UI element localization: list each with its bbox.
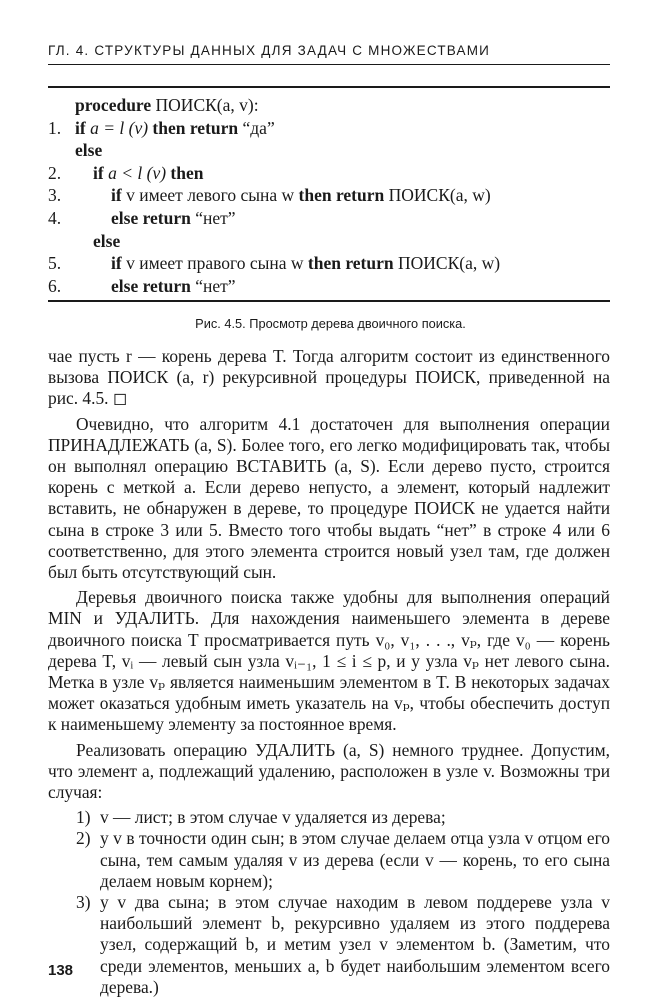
paragraph: чае пусть r — корень дерева T. Тогда алгоритм состоит из единственного вызова ПОИСК (a, r) рекурсивной процедуры ПОИСК, приведенной на рис. 4.5. ◻ [48,346,610,409]
keyword: then return [298,185,385,206]
keyword: then [170,162,204,183]
list-item-text: у v в точности один сын; в этом случае делаем отца узла v отцом его сына, тем самым удаляя v из дерева (если v — корень, то его сына делаем новым корнем); [100,828,610,891]
cases-list [48,807,610,998]
keyword: else return [111,207,191,228]
list-item-text: у v два сына; в этом случае находим в левом поддереве узла v наибольший элемент b, рекурсивно удаляем из этого поддерева узел, содержащий b, и метим узел v элементом b. (Заметим, что среди элементов, меньших a, b будет наибольшим элементом всего дерева.) [100,892,610,997]
list-item-number: 2) [76,828,91,849]
line-number: 1. [48,117,62,138]
code-condition: a < l (v) [103,162,171,183]
code-line-3 [48,184,613,207]
list-item [48,892,610,998]
page-number: 138 [48,962,74,979]
list-item-number: 1) [76,807,91,828]
keyword: procedure [75,95,152,115]
list-item [48,807,610,828]
keyword: else [75,140,103,161]
code-text: “нет” [190,275,236,296]
figure-caption: Рис. 4.5. Просмотр дерева двоичного поиска. [195,316,466,331]
code-line-4 [48,207,613,230]
keyword: if [93,162,104,183]
code-text: “да” [238,117,275,138]
code-text: v имеет правого сына w [121,253,308,274]
code-line-else-2 [48,230,613,253]
body-text [48,346,610,998]
code-line-else-1 [48,139,613,162]
code-line-6 [48,275,613,298]
keyword: else [93,230,121,251]
keyword: if [111,253,122,274]
code-text: v имеет левого сына w [121,185,299,206]
paragraph: Очевидно, что алгоритм 4.1 достаточен для выполнения операции ПРИНАДЛЕЖАТЬ (a, S). Более того, его легко модифицировать так, чтобы он выполнял операцию ВСТАВИТЬ (a, S). Если дерево пусто, строится корень с меткой a. Если дерево непусто, а элемент, который надлежит вставить, не обнаружен в дереве, то процедуре ПОИСК не удается найти сына в строке 3 или 5. Вместо того чтобы выдать “нет” в строке 4 или 6 соответственно, для этого элемента строится новый узел там, где должен был быть отсутствующий сын. [48,413,610,583]
line-number: 6. [48,275,62,296]
paragraph: Деревья двоичного поиска также удобны для выполнения операций MIN и УДАЛИТЬ. Для нахождения наименьшего элемента в дереве двоичного поиска T просматривается путь v₀, v₁, . . ., vₚ, где v₀ — корень дерева T, vᵢ — левый сын узла vᵢ₋₁, 1 ≤ i ≤ p, и у узла vₚ нет левого сына. Метка в узле vₚ является наименьшим элементом в T. В некоторых задачах может оказаться удобным иметь указатель на vₚ, чтобы обеспечить доступ к наименьшему элементу за постоянное время. [48,587,610,735]
line-number: 2. [48,162,62,183]
code-text: ПОИСК(a, v): [151,95,259,115]
code-text: “нет” [190,207,236,228]
keyword: then return [307,253,394,274]
code-line-5 [48,252,613,275]
keyword: else return [111,275,191,296]
code-line-procedure [48,94,613,117]
header-rule [48,64,610,65]
line-number: 4. [48,207,62,228]
code-condition: a = l (v) [85,117,153,138]
code-text: ПОИСК(a, w) [384,185,491,206]
figure-top-rule [48,86,610,88]
paragraph: Реализовать операцию УДАЛИТЬ (a, S) немного труднее. Допустим, что элемент a, подлежащий удалению, расположен в узле v. Возможны три случая: [48,739,610,803]
keyword: if [111,185,122,206]
list-item-number: 3) [76,892,91,913]
keyword: then return [152,117,239,138]
code-line-1 [48,117,613,140]
line-number: 5. [48,253,62,274]
figure-bottom-rule [48,300,610,302]
list-item [48,828,610,892]
code-text: ПОИСК(a, w) [393,253,501,274]
running-header: ГЛ. 4. СТРУКТУРЫ ДАННЫХ ДЛЯ ЗАДАЧ С МНОЖЕСТВАМИ [48,43,491,58]
code-line-2 [48,162,613,185]
line-number: 3. [48,185,62,206]
keyword: if [75,117,86,138]
figure-code [48,94,613,297]
list-item-text: v — лист; в этом случае v удаляется из дерева; [100,807,446,828]
